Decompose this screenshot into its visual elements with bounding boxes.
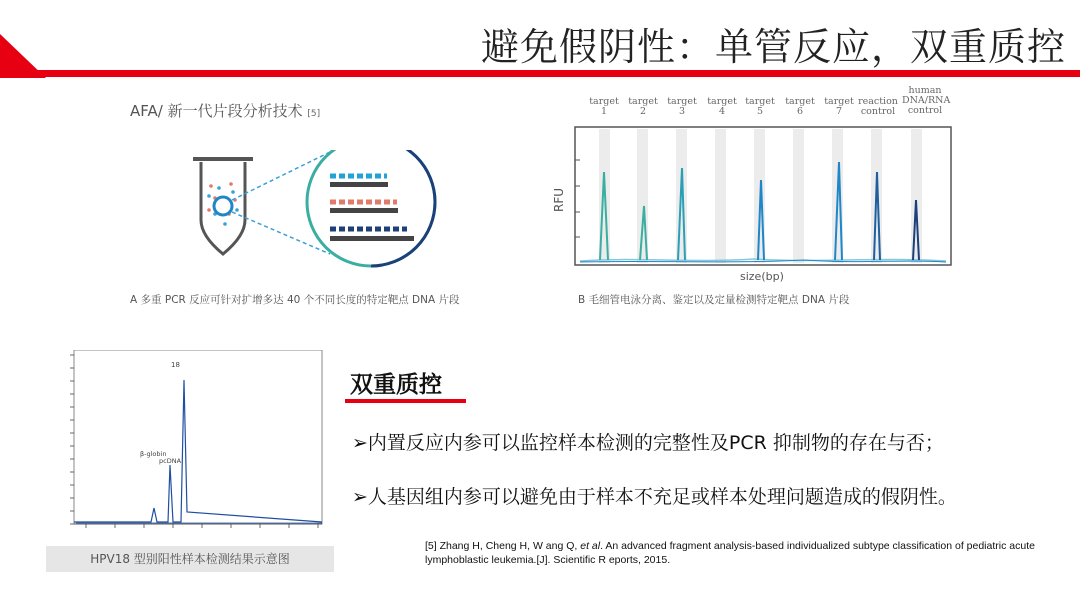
header-accent-shape [0, 0, 60, 80]
target-label-6 [780, 97, 820, 117]
target-label-line1: target [628, 96, 658, 107]
target-label-line2: 1 [600, 106, 608, 117]
target-label-4 [702, 97, 742, 117]
target-label-line2: 4 [718, 106, 726, 117]
target-label-line1: target [707, 96, 737, 107]
hpv-chart-caption: HPV18 型别阳性样本检测结果示意图 [46, 546, 334, 572]
peak-globin-label: β-globin [140, 450, 167, 458]
rfu-axis-label: RFU [552, 187, 566, 212]
reference-text-2: . An advanced fragment analysis-based individualized subtype classification of pediatric acute lymphoblastic leukemia.[J]. Scientific R eports, 2015. [425, 540, 1035, 566]
qc-heading-underline [345, 399, 466, 403]
target-label-3 [662, 97, 702, 117]
target-label-2 [623, 97, 663, 117]
target-label-line2: 5 [756, 106, 764, 117]
target-label-line2: control [860, 106, 896, 117]
target-label-line2: 3 [678, 106, 686, 117]
pcr-diagram [185, 150, 455, 280]
target-label-line1: reaction [858, 96, 898, 107]
peak-pcdna-label: pcDNA [159, 457, 182, 465]
target-label-5 [740, 97, 780, 117]
title-divider [0, 70, 1080, 77]
target-label-line1: target [785, 96, 815, 107]
afa-ref: [5] [307, 109, 321, 119]
bullet-internal-control: ➢内置反应内参可以监控样本检测的完整性及PCR 抑制物的存在与否； [352, 432, 944, 454]
target-label-line1: target [824, 96, 854, 107]
panel-a-caption: A 多重 PCR 反应可针对扩增多达 40 个不同长度的特定靶点 DNA 片段 [130, 294, 460, 306]
target-label-line2: 6 [796, 106, 804, 117]
target-label-line2: 7 [835, 106, 843, 117]
target-label-1 [584, 97, 624, 117]
target-label-line2: 2 [639, 106, 647, 117]
target-label-line1: target [745, 96, 775, 107]
page-title: 避免假阴性：单管反应，双重质控 [480, 25, 1066, 69]
hpv18-chart [56, 350, 326, 540]
reference-text-1: [5] Zhang H, Cheng H, W ang Q, [425, 540, 581, 552]
bullet-human-genome-control: ➢人基因组内参可以避免由于样本不充足或样本处理问题造成的假阴性。 [352, 486, 957, 508]
target-label-9 [902, 85, 951, 116]
target-label-8 [858, 97, 898, 117]
size-axis-label: size(bp) [740, 270, 784, 283]
peak-18-label: 18 [171, 361, 180, 369]
target-label-line2: control [907, 105, 943, 116]
panel-b-caption: B 毛细管电泳分离、鉴定以及定量检测特定靶点 DNA 片段 [578, 294, 850, 306]
target-label-7 [819, 97, 859, 117]
test-tube-icon [193, 159, 253, 254]
target-label-line1: target [589, 96, 619, 107]
afa-heading [130, 100, 320, 121]
electropherogram-chart [574, 126, 954, 268]
target-label-line1: target [667, 96, 697, 107]
afa-heading-text: AFA/ 新一代片段分析技术 [130, 102, 303, 120]
target-label-line1: human DNA/RNA [902, 85, 951, 106]
reference-etal: et al [580, 540, 601, 552]
qc-heading: 双重质控 [350, 372, 442, 398]
reference-citation [425, 539, 1075, 567]
